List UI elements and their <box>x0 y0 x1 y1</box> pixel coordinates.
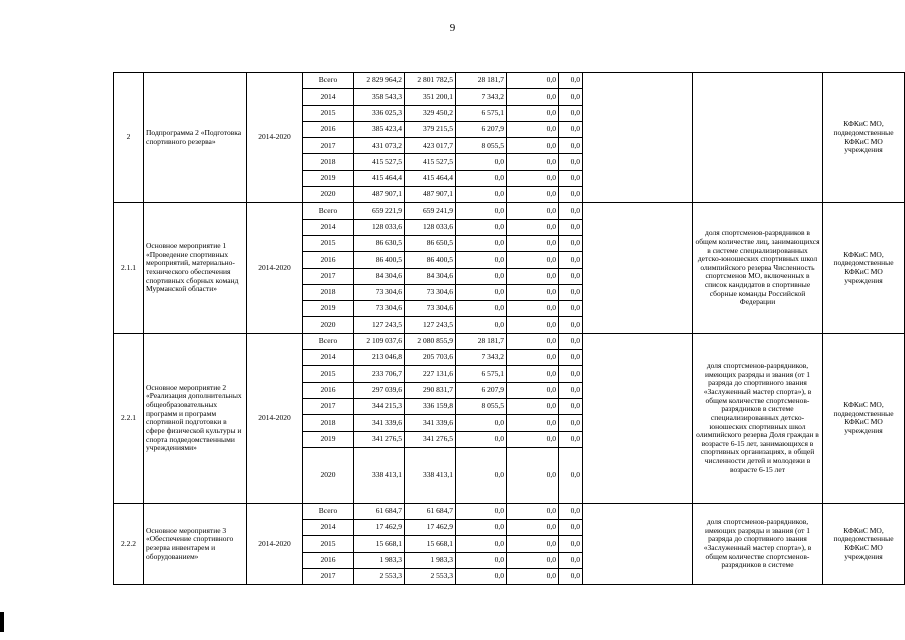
other-sources-cell: 0,0 <box>559 552 583 568</box>
local-budget-cell: 0,0 <box>507 235 559 251</box>
local-budget-cell: 0,0 <box>507 503 559 519</box>
table-row <box>114 73 905 89</box>
federal-budget-cell: 0,0 <box>456 268 507 284</box>
regional-budget-cell: 415 527,5 <box>405 154 456 170</box>
year-cell: 2015 <box>303 536 354 552</box>
regional-budget-cell: 17 462,9 <box>405 520 456 536</box>
total-cell: 233 706,7 <box>354 366 405 382</box>
other-sources-cell: 0,0 <box>559 235 583 251</box>
local-budget-cell: 0,0 <box>507 252 559 268</box>
total-cell: 659 221,9 <box>354 203 405 219</box>
year-cell: 2019 <box>303 301 354 317</box>
total-cell: 73 304,6 <box>354 301 405 317</box>
local-budget-cell: 0,0 <box>507 382 559 398</box>
local-budget-cell: 0,0 <box>507 317 559 333</box>
year-cell: 2015 <box>303 105 354 121</box>
local-budget-cell: 0,0 <box>507 203 559 219</box>
row-number: 2 <box>114 73 144 203</box>
total-cell: 73 304,6 <box>354 284 405 300</box>
federal-budget-cell: 0,0 <box>456 536 507 552</box>
total-cell: 84 304,6 <box>354 268 405 284</box>
target-indicator: доля спортсменов-разрядников в общем количестве лиц, занимающихся в системе специализированных детско-юношеских спортивных школ олимпийского резерва Численность спортсменов МО, включенных в список кандидатов в спортивные сборные команды Российской Федерации <box>693 203 823 333</box>
total-cell: 297 039,6 <box>354 382 405 398</box>
activity-name: Основное мероприятие 1 «Проведение спортивных мероприятий, материально-технического обеспечения спортивных сборных команд Мурманской области» <box>144 203 247 333</box>
total-cell: 127 243,5 <box>354 317 405 333</box>
total-cell: 2 553,3 <box>354 569 405 585</box>
other-sources-cell: 0,0 <box>559 536 583 552</box>
total-cell: 336 025,3 <box>354 105 405 121</box>
total-cell: 15 668,1 <box>354 536 405 552</box>
local-budget-cell: 0,0 <box>507 121 559 137</box>
year-cell: 2014 <box>303 520 354 536</box>
spacer-cell <box>583 203 693 333</box>
year-cell: Всего <box>303 503 354 519</box>
implementation-period: 2014-2020 <box>247 333 303 503</box>
regional-budget-cell: 423 017,7 <box>405 138 456 154</box>
other-sources-cell: 0,0 <box>559 431 583 447</box>
scan-edge-mark <box>0 612 4 632</box>
total-cell: 17 462,9 <box>354 520 405 536</box>
regional-budget-cell: 379 215,5 <box>405 121 456 137</box>
local-budget-cell: 0,0 <box>507 73 559 89</box>
year-cell: 2015 <box>303 235 354 251</box>
table-row <box>114 333 905 349</box>
other-sources-cell: 0,0 <box>559 284 583 300</box>
total-cell: 415 464,4 <box>354 170 405 186</box>
regional-budget-cell: 61 684,7 <box>405 503 456 519</box>
local-budget-cell: 0,0 <box>507 552 559 568</box>
total-cell: 385 423,4 <box>354 121 405 137</box>
total-cell: 341 339,6 <box>354 415 405 431</box>
regional-budget-cell: 338 413,1 <box>405 447 456 503</box>
federal-budget-cell: 6 207,9 <box>456 121 507 137</box>
year-cell: 2016 <box>303 552 354 568</box>
regional-budget-cell: 336 159,8 <box>405 398 456 414</box>
other-sources-cell: 0,0 <box>559 203 583 219</box>
year-cell: Всего <box>303 203 354 219</box>
regional-budget-cell: 128 033,6 <box>405 219 456 235</box>
regional-budget-cell: 290 831,7 <box>405 382 456 398</box>
total-cell: 2 109 037,6 <box>354 333 405 349</box>
other-sources-cell: 0,0 <box>559 138 583 154</box>
federal-budget-cell: 0,0 <box>456 520 507 536</box>
total-cell: 344 215,3 <box>354 398 405 414</box>
local-budget-cell: 0,0 <box>507 89 559 105</box>
other-sources-cell: 0,0 <box>559 366 583 382</box>
federal-budget-cell: 28 181,7 <box>456 73 507 89</box>
total-cell: 415 527,5 <box>354 154 405 170</box>
regional-budget-cell: 329 450,2 <box>405 105 456 121</box>
other-sources-cell: 0,0 <box>559 520 583 536</box>
total-cell: 86 630,5 <box>354 235 405 251</box>
local-budget-cell: 0,0 <box>507 187 559 203</box>
implementation-period: 2014-2020 <box>247 503 303 584</box>
local-budget-cell: 0,0 <box>507 536 559 552</box>
local-budget-cell: 0,0 <box>507 105 559 121</box>
regional-budget-cell: 205 703,6 <box>405 350 456 366</box>
federal-budget-cell: 0,0 <box>456 187 507 203</box>
regional-budget-cell: 127 243,5 <box>405 317 456 333</box>
other-sources-cell: 0,0 <box>559 333 583 349</box>
regional-budget-cell: 1 983,3 <box>405 552 456 568</box>
regional-budget-cell: 86 650,5 <box>405 235 456 251</box>
year-cell: 2017 <box>303 569 354 585</box>
program-funding-table <box>113 72 905 585</box>
federal-budget-cell: 0,0 <box>456 431 507 447</box>
local-budget-cell: 0,0 <box>507 268 559 284</box>
year-cell: 2018 <box>303 415 354 431</box>
year-cell: Всего <box>303 73 354 89</box>
total-cell: 358 543,3 <box>354 89 405 105</box>
local-budget-cell: 0,0 <box>507 333 559 349</box>
target-indicator: доля спортсменов-разрядников, имеющих разряды и звания (от 1 разряда до спортивного звания «Заслуженный мастер спорта»), в общем количестве спортсменов-разрядников в системе специализированных детско-юношеских спортивных школ олимпийского резерва Доля граждан в возрасте 6-15 лет, занимающихся в спортивных организациях, в общей численности детей и молодежи в возрасте 6-15 лет <box>693 333 823 503</box>
responsible-executor: КФКиС МО, подведомственные КФКиС МО учреждения <box>823 333 905 503</box>
federal-budget-cell: 28 181,7 <box>456 333 507 349</box>
federal-budget-cell: 8 055,5 <box>456 398 507 414</box>
total-cell: 341 276,5 <box>354 431 405 447</box>
other-sources-cell: 0,0 <box>559 350 583 366</box>
target-indicator: доля спортсменов-разрядников, имеющих разряды и звания (от 1 разряда до спортивного звания «Заслуженный мастер спорта»), в общем количестве спортсменов-разрядников в системе <box>693 503 823 584</box>
federal-budget-cell: 0,0 <box>456 301 507 317</box>
implementation-period: 2014-2020 <box>247 73 303 203</box>
federal-budget-cell: 0,0 <box>456 203 507 219</box>
other-sources-cell: 0,0 <box>559 89 583 105</box>
other-sources-cell: 0,0 <box>559 382 583 398</box>
spacer-cell <box>583 73 693 203</box>
total-cell: 86 400,5 <box>354 252 405 268</box>
table-row <box>114 203 905 219</box>
row-number: 2.2.2 <box>114 503 144 584</box>
year-cell: 2018 <box>303 154 354 170</box>
federal-budget-cell: 0,0 <box>456 284 507 300</box>
year-cell: Всего <box>303 333 354 349</box>
total-cell: 61 684,7 <box>354 503 405 519</box>
total-cell: 487 907,1 <box>354 187 405 203</box>
year-cell: 2017 <box>303 138 354 154</box>
total-cell: 213 046,8 <box>354 350 405 366</box>
row-number: 2.1.1 <box>114 203 144 333</box>
total-cell: 431 073,2 <box>354 138 405 154</box>
total-cell: 338 413,1 <box>354 447 405 503</box>
federal-budget-cell: 0,0 <box>456 415 507 431</box>
federal-budget-cell: 0,0 <box>456 219 507 235</box>
other-sources-cell: 0,0 <box>559 219 583 235</box>
total-cell: 2 829 964,2 <box>354 73 405 89</box>
local-budget-cell: 0,0 <box>507 398 559 414</box>
federal-budget-cell: 0,0 <box>456 170 507 186</box>
local-budget-cell: 0,0 <box>507 170 559 186</box>
local-budget-cell: 0,0 <box>507 447 559 503</box>
row-number: 2.2.1 <box>114 333 144 503</box>
local-budget-cell: 0,0 <box>507 569 559 585</box>
other-sources-cell: 0,0 <box>559 569 583 585</box>
implementation-period: 2014-2020 <box>247 203 303 333</box>
other-sources-cell: 0,0 <box>559 398 583 414</box>
regional-budget-cell: 227 131,6 <box>405 366 456 382</box>
federal-budget-cell: 0,0 <box>456 252 507 268</box>
federal-budget-cell: 0,0 <box>456 503 507 519</box>
year-cell: 2014 <box>303 219 354 235</box>
local-budget-cell: 0,0 <box>507 415 559 431</box>
federal-budget-cell: 7 343,2 <box>456 89 507 105</box>
other-sources-cell: 0,0 <box>559 121 583 137</box>
regional-budget-cell: 415 464,4 <box>405 170 456 186</box>
year-cell: 2019 <box>303 431 354 447</box>
federal-budget-cell: 0,0 <box>456 569 507 585</box>
year-cell: 2015 <box>303 366 354 382</box>
responsible-executor: КФКиС МО, подведомственные КФКиС МО учреждения <box>823 203 905 333</box>
other-sources-cell: 0,0 <box>559 317 583 333</box>
federal-budget-cell: 8 055,5 <box>456 138 507 154</box>
activity-name: Подпрограмма 2 «Подготовка спортивного резерва» <box>144 73 247 203</box>
other-sources-cell: 0,0 <box>559 154 583 170</box>
responsible-executor: КФКиС МО, подведомственные КФКиС МО учреждения <box>823 503 905 584</box>
federal-budget-cell: 6 575,1 <box>456 105 507 121</box>
other-sources-cell: 0,0 <box>559 73 583 89</box>
local-budget-cell: 0,0 <box>507 301 559 317</box>
federal-budget-cell: 0,0 <box>456 447 507 503</box>
other-sources-cell: 0,0 <box>559 301 583 317</box>
year-cell: 2016 <box>303 121 354 137</box>
year-cell: 2020 <box>303 317 354 333</box>
year-cell: 2017 <box>303 398 354 414</box>
local-budget-cell: 0,0 <box>507 366 559 382</box>
local-budget-cell: 0,0 <box>507 520 559 536</box>
year-cell: 2014 <box>303 350 354 366</box>
regional-budget-cell: 2 080 855,9 <box>405 333 456 349</box>
other-sources-cell: 0,0 <box>559 187 583 203</box>
year-cell: 2019 <box>303 170 354 186</box>
other-sources-cell: 0,0 <box>559 447 583 503</box>
spacer-cell <box>583 333 693 503</box>
federal-budget-cell: 7 343,2 <box>456 350 507 366</box>
regional-budget-cell: 487 907,1 <box>405 187 456 203</box>
local-budget-cell: 0,0 <box>507 154 559 170</box>
other-sources-cell: 0,0 <box>559 105 583 121</box>
year-cell: 2017 <box>303 268 354 284</box>
local-budget-cell: 0,0 <box>507 350 559 366</box>
regional-budget-cell: 15 668,1 <box>405 536 456 552</box>
other-sources-cell: 0,0 <box>559 268 583 284</box>
regional-budget-cell: 2 553,3 <box>405 569 456 585</box>
regional-budget-cell: 73 304,6 <box>405 301 456 317</box>
spacer-cell <box>583 503 693 584</box>
federal-budget-cell: 0,0 <box>456 154 507 170</box>
other-sources-cell: 0,0 <box>559 170 583 186</box>
regional-budget-cell: 73 304,6 <box>405 284 456 300</box>
other-sources-cell: 0,0 <box>559 252 583 268</box>
federal-budget-cell: 0,0 <box>456 235 507 251</box>
regional-budget-cell: 2 801 782,5 <box>405 73 456 89</box>
year-cell: 2014 <box>303 89 354 105</box>
year-cell: 2016 <box>303 252 354 268</box>
local-budget-cell: 0,0 <box>507 219 559 235</box>
local-budget-cell: 0,0 <box>507 284 559 300</box>
table-row <box>114 503 905 519</box>
activity-name: Основное мероприятие 3 «Обеспечение спортивного резерва инвентарем и оборудованием» <box>144 503 247 584</box>
regional-budget-cell: 86 400,5 <box>405 252 456 268</box>
total-cell: 128 033,6 <box>354 219 405 235</box>
year-cell: 2018 <box>303 284 354 300</box>
page-number: 9 <box>449 22 456 34</box>
regional-budget-cell: 341 339,6 <box>405 415 456 431</box>
federal-budget-cell: 0,0 <box>456 317 507 333</box>
responsible-executor: КФКиС МО, подведомственные КФКиС МО учреждения <box>823 73 905 203</box>
year-cell: 2016 <box>303 382 354 398</box>
federal-budget-cell: 6 207,9 <box>456 382 507 398</box>
other-sources-cell: 0,0 <box>559 503 583 519</box>
regional-budget-cell: 84 304,6 <box>405 268 456 284</box>
regional-budget-cell: 341 276,5 <box>405 431 456 447</box>
year-cell: 2020 <box>303 187 354 203</box>
target-indicator <box>693 73 823 203</box>
activity-name: Основное мероприятие 2 «Реализация дополнительных общеобразовательных программ и программ спортивной подготовки в сфере физической культуры и спорта подведомственными учреждениями» <box>144 333 247 503</box>
local-budget-cell: 0,0 <box>507 138 559 154</box>
federal-budget-cell: 6 575,1 <box>456 366 507 382</box>
local-budget-cell: 0,0 <box>507 431 559 447</box>
year-cell: 2020 <box>303 447 354 503</box>
regional-budget-cell: 659 241,9 <box>405 203 456 219</box>
other-sources-cell: 0,0 <box>559 415 583 431</box>
regional-budget-cell: 351 200,1 <box>405 89 456 105</box>
federal-budget-cell: 0,0 <box>456 552 507 568</box>
total-cell: 1 983,3 <box>354 552 405 568</box>
